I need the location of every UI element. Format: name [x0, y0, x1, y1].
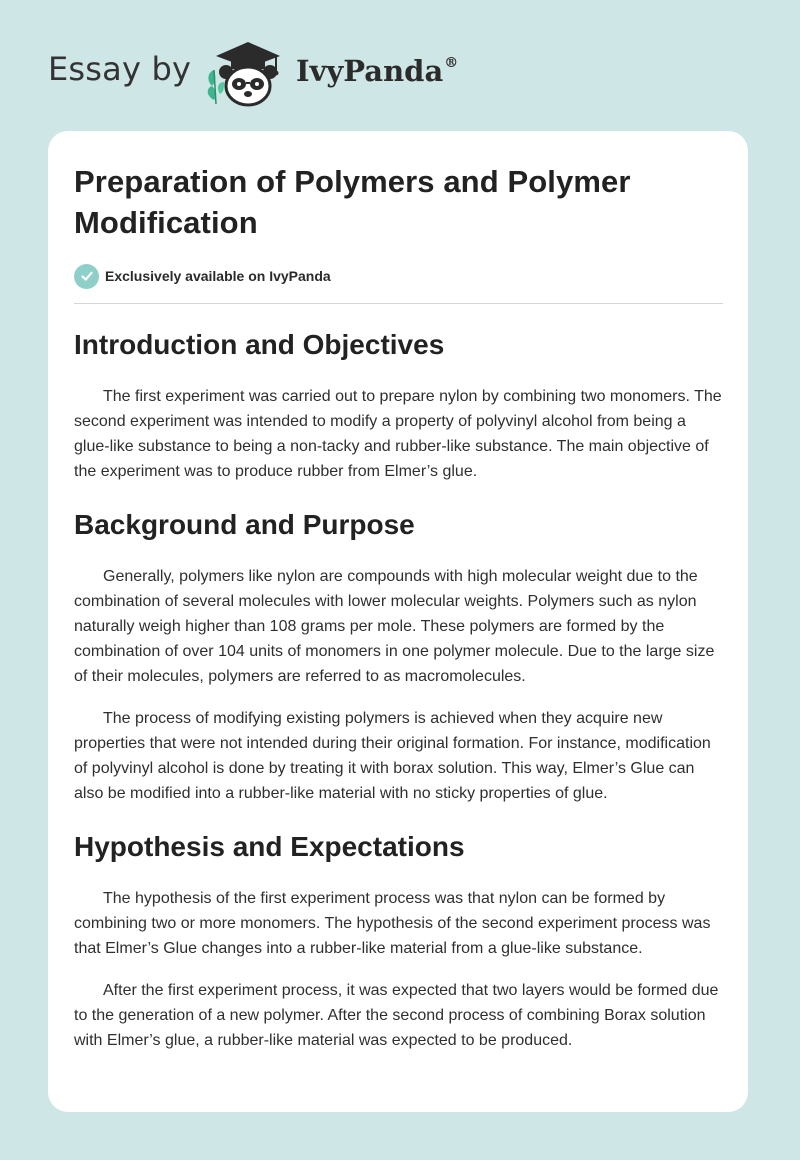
section-hypothesis [74, 830, 722, 1053]
essay-by-label: Essay by [48, 50, 192, 88]
exclusive-label: Exclusively available on IvyPanda [105, 268, 331, 284]
paragraph: After the first experiment process, it was expected that two layers would be formed due to the generation of a new polymer. After the second process of combining Borax solution with Elmer’s glue, a rubber-like material was expected to be produced. [74, 982, 719, 1049]
registered-mark: ® [444, 55, 459, 71]
paragraph: The process of modifying existing polymers is achieved when they acquire new properties that were not intended during their original formation. For instance, modification of polyvinyl alcohol is done by treating it with borax solution. This way, Elmer’s Glue can also be modified into a rubber-like material with no sticky properties of glue. [74, 710, 711, 802]
paragraph: The hypothesis of the first experiment process was that nylon can be formed by combining two or more monomers. The hypothesis of the second experiment process was that Elmer’s Glue changes into a rubber-like material from a glue-like substance. [74, 890, 711, 957]
section-heading: Introduction and Objectives [74, 329, 445, 360]
brand-name[interactable]: IvyPanda® [296, 54, 459, 88]
section-heading: Background and Purpose [74, 509, 415, 540]
section-introduction [74, 328, 722, 484]
article-card [48, 131, 748, 1112]
divider [74, 303, 723, 304]
ivypanda-logo-icon[interactable] [204, 34, 284, 108]
paragraph: Generally, polymers like nylon are compounds with high molecular weight due to the combination of several molecules with lower molecular weights. Polymers such as nylon naturally weigh higher than 108 grams per mole. These polymers are formed by the combination of over 104 units of monomers in one polymer molecule. Due to the large size of their molecules, polymers are referred to as macromolecules. [74, 568, 715, 685]
section-heading: Hypothesis and Expectations [74, 831, 465, 862]
article-title: Preparation of Polymers and Polymer Modification [74, 164, 631, 240]
section-background [74, 508, 722, 806]
check-icon [74, 264, 99, 289]
exclusive-badge [74, 263, 722, 289]
site-header [48, 30, 648, 110]
paragraph: The first experiment was carried out to prepare nylon by combining two monomers. The second experiment was intended to modify a property of polyvinyl alcohol from being a glue-like substance to being a non-tacky and rubber-like substance. The main objective of the experiment was to produce rubber from Elmer’s glue. [74, 388, 722, 480]
